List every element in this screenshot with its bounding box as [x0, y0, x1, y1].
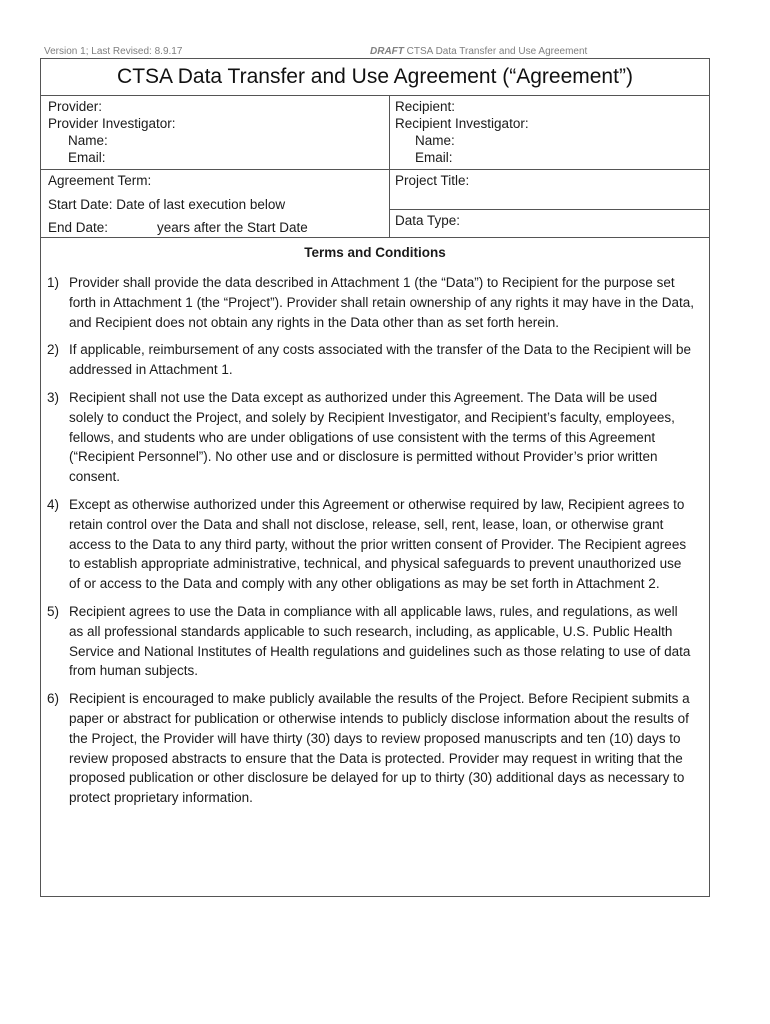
term-item: [47, 495, 695, 594]
term-number: 1): [47, 275, 60, 290]
data-type-label: Data Type:: [395, 213, 461, 228]
recipient-label: Recipient:: [395, 99, 456, 114]
header-block-divider: [41, 237, 709, 238]
title-divider: [41, 95, 709, 96]
term-number: 5): [47, 603, 60, 619]
draft-header: [370, 46, 587, 57]
project-title-label: Project Title:: [395, 173, 470, 188]
term-text: Recipient is encouraged to make publicly available the results of the Project. Before Recipient submits a paper or abstract for publication or otherwise intends to publicly disclose information about the results of the Project, the Provider will have thirty (30) days to review proposed manuscripts and ten (10) days to review proposed abstracts to ensure that the Data is protected. Provider may request in writing that the proposed publication or other disclosure be delayed for up to thirty (30) additional days as necessary to protect proprietary information.: [69, 691, 690, 806]
term-item: [47, 340, 695, 380]
term-item: [47, 388, 695, 487]
term-number: 4): [47, 496, 60, 512]
provider-name-label: Name:: [68, 133, 108, 148]
term-number: 2): [47, 342, 60, 358]
term-number: 6): [47, 691, 60, 707]
right-section-divider-2: [389, 209, 709, 210]
term-number: 3): [47, 389, 60, 405]
term-text: If applicable, reimbursement of any costs associated with the transfer of the Data to the Recipient will be addressed in Attachment 1.: [69, 342, 692, 378]
left-section-divider: [41, 169, 389, 170]
end-date-text: years after the Start Date: [157, 220, 308, 235]
term-text: Provider shall provide the data described in Attachment 1 (the “Data”) to Recipient for the purpose set forth in Attachment 1 (the “Project”). Provider shall retain ownership of any rights it may have in the Data, and Recipient does not obtain any rights in the Data other than as set forth herein.: [69, 275, 695, 330]
provider-investigator-label: Provider Investigator:: [48, 116, 176, 131]
version-label: Version 1; Last Revised: 8.9.17: [44, 46, 183, 57]
recipient-investigator-label: Recipient Investigator:: [395, 116, 529, 131]
provider-label: Provider:: [48, 99, 103, 114]
terms-heading: Terms and Conditions: [304, 245, 446, 260]
right-section-divider-1: [389, 169, 709, 170]
recipient-email-label: Email:: [415, 150, 453, 165]
recipient-name-label: Name:: [415, 133, 455, 148]
term-item: [47, 689, 695, 808]
recipient-block: [395, 98, 529, 166]
end-date-label: End Date:: [48, 220, 109, 235]
document-title: CTSA Data Transfer and Use Agreement (“Agreement”): [117, 65, 633, 88]
provider-email-label: Email:: [68, 150, 106, 165]
doc-name: CTSA Data Transfer and Use Agreement: [406, 46, 588, 57]
agreement-term-label: Agreement Term:: [48, 173, 152, 188]
draft-label: DRAFT: [370, 46, 404, 57]
term-text: Recipient agrees to use the Data in compliance with all applicable laws, rules, and regulations, as well as all professional standards applicable to such research, including, as applicable, U.S. Public Health Service and National Institutes of Health regulations and guidelines such as those relating to use of data from human subjects.: [69, 603, 691, 679]
start-date-text: Start Date: Date of last execution below: [48, 197, 286, 212]
terms-list: [47, 273, 695, 816]
agreement-form: [40, 58, 710, 897]
provider-block: [48, 98, 176, 166]
term-item: [47, 273, 695, 332]
term-text: Except as otherwise authorized under this Agreement or otherwise required by law, Recipient agrees to retain control over the Data and shall not disclose, release, sell, rent, lease, loan, or otherwise grant access to the Data to any third party, without the prior written consent of Provider. The Recipient agrees to establish appropriate administrative, technical, and physical safeguards to prevent unauthorized use of or access to the Data and comply with any other obligations as may be set forth in Attachment 2.: [69, 496, 687, 592]
column-divider: [389, 95, 390, 237]
term-text: Recipient shall not use the Data except as authorized under this Agreement. The Data will be used solely to conduct the Project, and solely by Recipient Investigator, and Recipient’s faculty, employees, fellows, and students who are under obligations of use consistent with the terms of this Agreement (“Recipient Personnel”). No other use and or disclosure is permitted without Provider’s prior written consent.: [69, 389, 675, 485]
term-item: [47, 602, 695, 681]
